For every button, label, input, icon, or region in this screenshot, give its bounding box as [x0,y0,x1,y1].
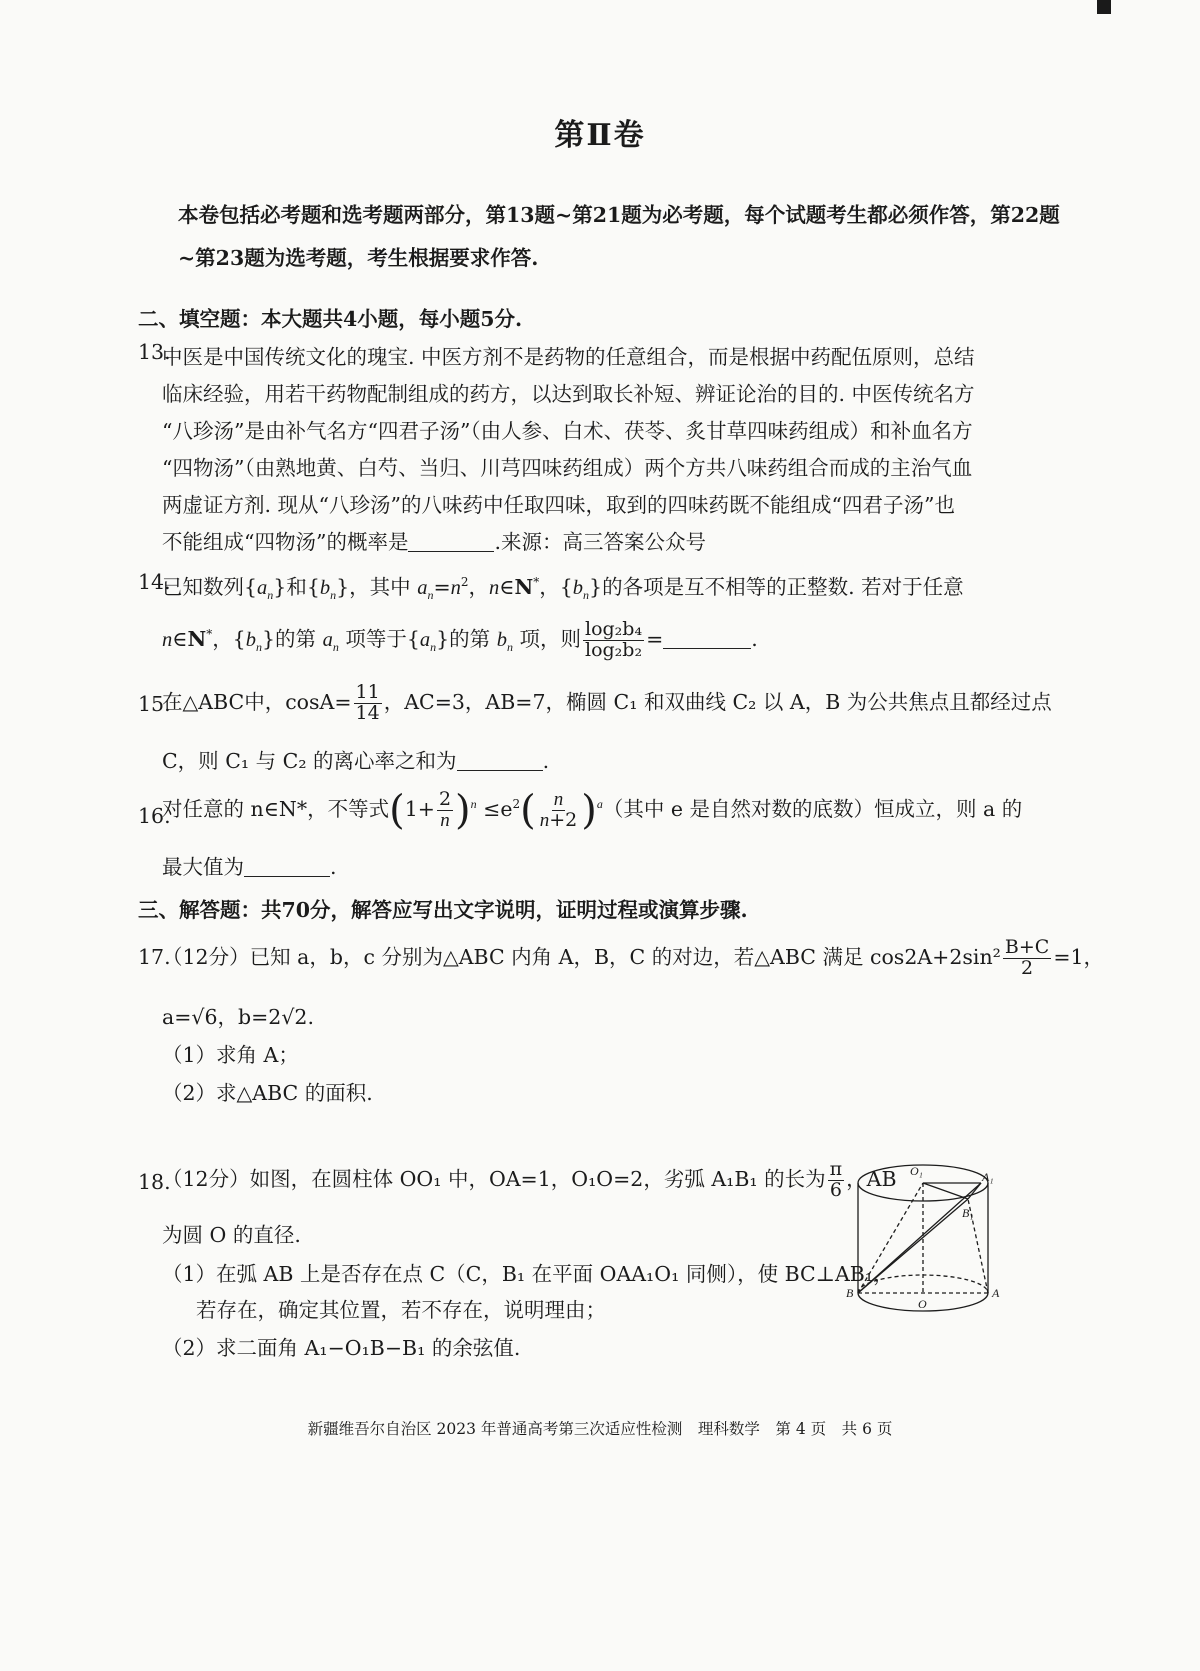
segment-BO1 [858,1183,923,1293]
q18-number: 18. [138,1170,171,1194]
q13-tail: .来源：高三答案公众号 [494,530,706,554]
q15-frac-num: 11 [355,681,380,703]
q16-line-2: 最大值为 . [162,855,337,879]
label-O1: O₁ [910,1164,923,1178]
q18-part-1-b: 若存在，确定其位置，若不存在，说明理由； [196,1298,606,1322]
q14-text-e: }的各项是互不相等的正整数. 若对于任意 [589,575,964,599]
q18-part-1-a: （1）在弧 AB 上是否存在点 C（C，B₁ 在平面 OAA₁O₁ 同侧），使 BC⊥AB₁， [162,1262,894,1286]
q14-text-a: 已知数列{ [162,575,258,599]
q14-text-d: ，{ [539,575,573,599]
q18-fraction [828,1160,845,1201]
q17-text-a: （12分）已知 a，b，c 分别为△ABC 内角 A，B，C 的对边，若△ABC 满足 cos2A+2sin² [162,944,1001,969]
q15-answer-blank[interactable] [457,750,543,772]
radius-O1B1 [923,1183,968,1199]
section-fill-heading: 二、填空题：本大题共4小题，每小题5分. [138,307,523,331]
label-B1: B₁ [962,1206,974,1220]
q14-answer-blank[interactable] [663,627,751,649]
q17-part-2: （2）求△ABC 的面积. [162,1081,373,1105]
q18-part-2: （2）求二面角 A₁−O₁B−B₁ 的余弦值. [162,1336,521,1360]
label-B: B [846,1286,854,1300]
q13-line-5: 两虚证方剂. 现从“八珍汤”的八味药中任取四味，取到的四味药既不能组成“四君子汤”也 [162,493,955,517]
q14-text-c: }，其中 [336,575,411,599]
q17-frac-num: B+C [1004,936,1050,958]
q15-text-b: ，AC=3，AB=7，椭圆 C₁ 和双曲线 C₂ 以 A，B 为公共焦点且都经过点 [383,689,1052,714]
q14-frac-den: log₂b₂ [585,638,643,661]
q17-fraction [1003,938,1051,979]
q15-number: 15. [138,692,171,716]
q14-frac-num: log₂b₄ [585,618,643,640]
cylinder-figure [848,1155,1018,1355]
q17-number: 17. [138,945,171,969]
q14-text-j: 项，则 [519,626,581,651]
q14-fraction [583,620,644,661]
q14-text-h: 项等于{ [345,626,420,651]
q16-text-a: 对任意的 n∈N*，不等式 [162,796,390,821]
q16-answer-blank[interactable] [244,856,330,878]
q17-text-b: =1， [1053,944,1105,969]
q18-line-1 [162,1160,897,1201]
section-solve-heading: 三、解答题：共70分，解答应写出文字说明，证明过程或演算步骤. [138,898,748,922]
q18-text-b: ，AB [846,1166,897,1191]
q15-fraction [354,683,382,724]
q14-text-f: ，{ [212,626,246,651]
q18-frac-den: 6 [829,1178,842,1201]
intro-paragraph: 本卷包括必考题和选考题两部分，第13题~第21题为必考题，每个试题考生都必须作答，第22题~第23题为选考题，考生根据要求作答. [178,203,1060,270]
corner-mark [1097,0,1111,14]
q17-part-1: （1）求角 A； [162,1043,299,1067]
q17-line-2: a=√6，b=2√2. [162,1005,314,1029]
q13-answer-blank[interactable] [408,531,494,553]
q16-line-1: 对任意的 n∈N*，不等式(1+ $\frac{2}{n}$ )$^n \le e^2$( $\frac{n}{n+2}$ )$^a$（其中 e 是自然对数的底数）恒成立，则 a 的 [162,787,1023,834]
q16-frac-1: $\frac{2}{n}$ [438,788,452,831]
q13-line-6 [162,525,706,555]
page-title: 第Ⅱ卷 [554,118,646,153]
q13-line-6-text: 不能组成“四物汤”的概率是 [162,530,409,554]
q18-text-a: （12分）如图，在圆柱体 OO₁ 中，OA=1，O₁O=2，劣弧 A₁B₁ 的长为 [162,1166,826,1191]
page-footer: 新疆维吾尔自治区 2023 年普通高考第三次适应性检测 理科数学 第 4 页 共 6 页 [307,1420,893,1438]
label-O: O [918,1297,927,1311]
q14-line-2: n∈N*，$\{b_n\}$的第 $a_n$ 项等于$\{a_n\}$的第 $b_n$ 项，则 $\frac{\text{log₂b₄}}{\text{log₂b₂}}$ = . [162,618,758,661]
q15-line-1 [162,683,1052,724]
label-A1: A₁ [982,1170,994,1184]
label-A: A [992,1286,1000,1300]
q14-text-g: }的第 [261,626,317,651]
q15-text-c: C，则 C₁ 与 C₂ 的离心率之和为 [162,749,457,773]
q15-frac-den: 14 [355,701,380,724]
q16-frac-2: $\frac{n}{n+2}$ [539,789,578,831]
q16-text-c: 最大值为 [162,855,244,879]
q17-line-1 [162,938,1104,979]
q13-line-2: 临床经验，用若干药物配制组成的药方，以达到取长补短、辨证论治的目的. 中医传统名方 [162,382,975,406]
q15-line-2: C，则 C₁ 与 C₂ 的离心率之和为 . [162,749,550,773]
q14-text-b: }和{ [273,575,320,599]
q18-line-2: 为圆 O 的直径. [162,1223,301,1247]
q14-line-1: 已知数列$\{a_n\}$和$\{b_n\}$，其中 $a_n=n^2$，n∈N*，$\{b_n\}$的各项是互不相等的正整数. 若对于任意 [162,575,964,603]
q14-text-i: }的第 [436,626,491,651]
q14-equals: = [646,626,664,651]
q16-number: 16. [138,804,171,828]
q15-text-a: 在△ABC中，cosA= [162,689,352,714]
q13-line-3: “八珍汤”是由补气名方“四君子汤”（由人参、白术、茯苓、炙甘草四味药组成）和补血名方 [162,419,973,443]
q16-text-b: （其中 e 是自然对数的底数）恒成立，则 a 的 [602,796,1023,821]
segment-BA1 [858,1183,981,1293]
q18-frac-num: π [829,1158,843,1180]
q13-number: 13. [138,340,171,364]
q17-frac-den: 2 [1021,956,1034,979]
q13-line-1: 中医是中国传统文化的瑰宝. 中医方剂不是药物的任意组合，而是根据中药配伍原则，总结 [162,345,975,369]
q14-number: 14. [138,570,171,594]
q13-line-4: “四物汤”（由熟地黄、白芍、当归、川芎四味药组成）两个方共八味药组合而成的主治气血 [162,456,973,480]
